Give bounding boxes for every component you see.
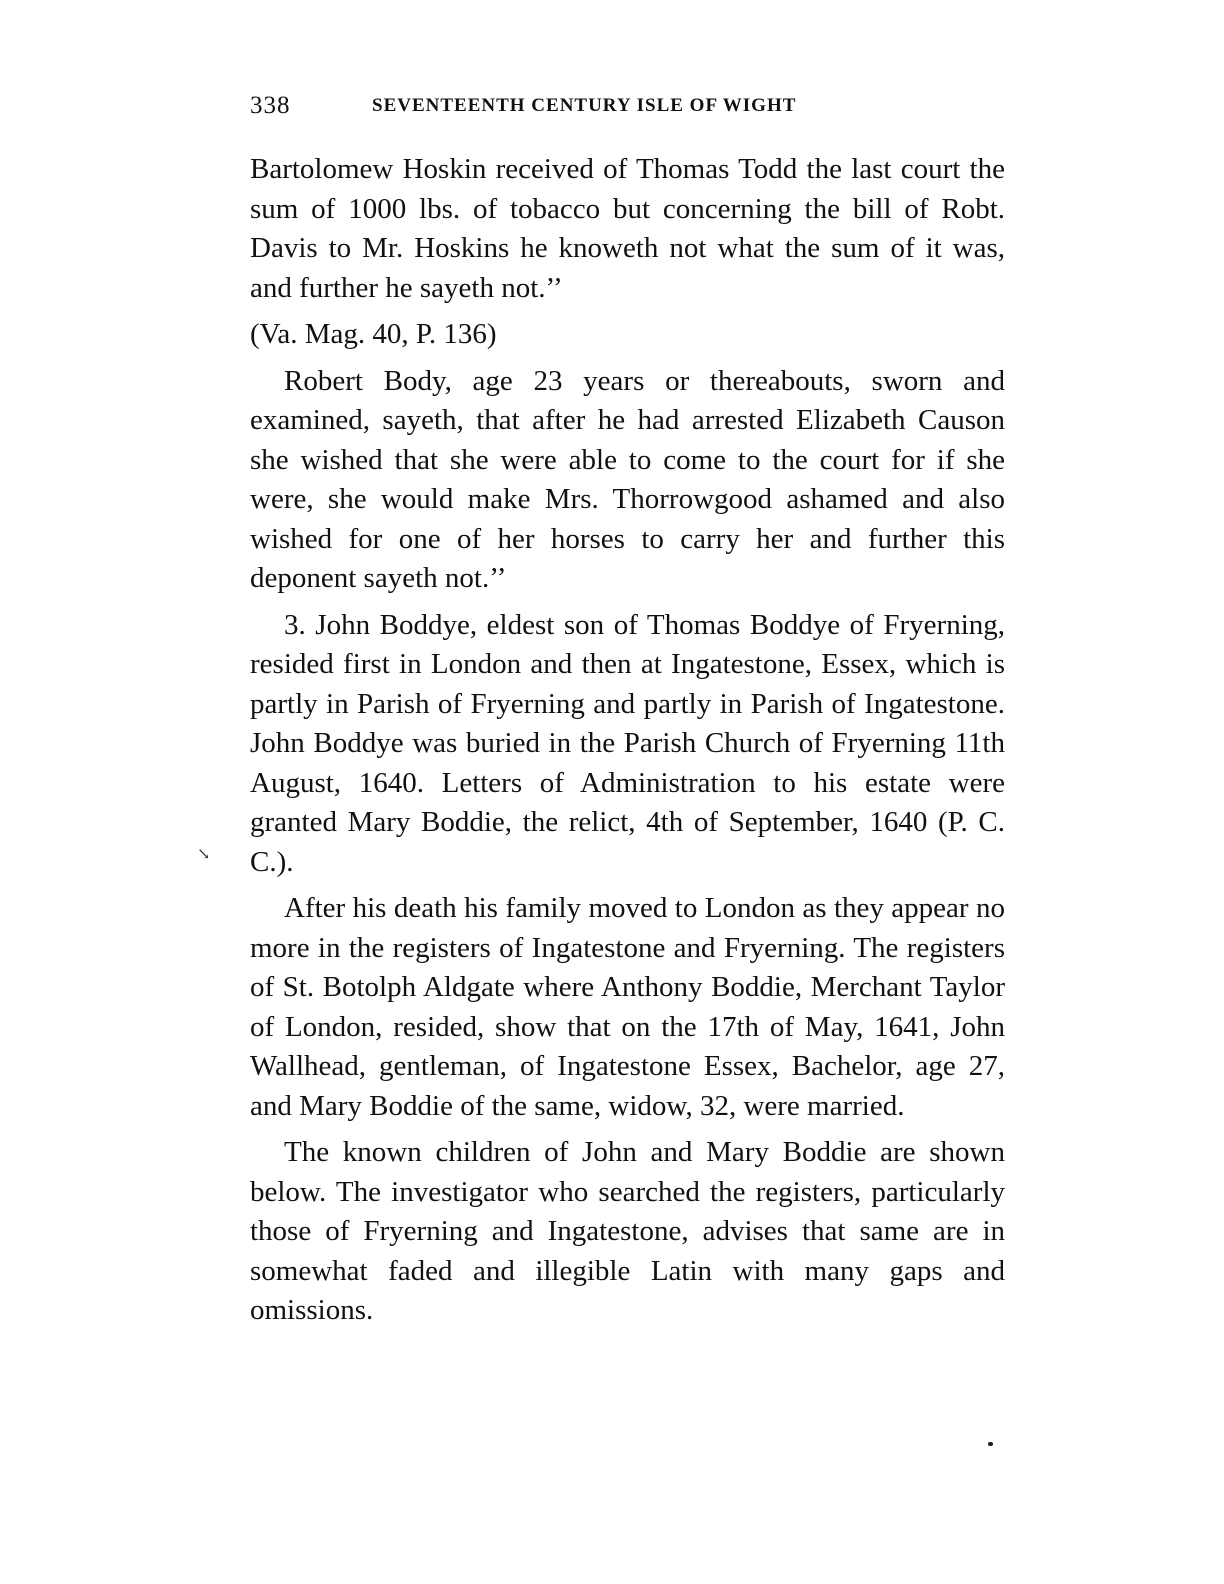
page-number: 338 [250, 92, 291, 119]
paragraph-body-deposition: Robert Body, age 23 years or thereabouts, sworn and examined, sayeth, that after he had arrested Elizabeth Causon she wished that she were able to come to the court for if she were, she would make Mrs. Thorrowgood ashamed and also wished for one of her horses to carry her and further this deponent sayeth not.’’ [250, 364, 1005, 594]
margin-mark: ↘ [197, 846, 211, 863]
paragraph-hoskin-deposition: Bartolomew Hoskin received of Thomas Todd the last court the sum of 1000 lbs. of tobacco but concerning the bill of Robt. Davis to Mr. Hoskins he knoweth not what the sum of it was, and further he sayeth not.’’ [250, 153, 1005, 304]
paragraph-family-moved: After his death his family moved to London as they appear no more in the registers of Ingatestone and Fryerning. The registers of St. Botolph Aldgate where Anthony Boddie, Merchant Taylor of London, resided, show that on the 17th of May, 1641, John Wallhead, gentleman, of Ingatestone Essex, Bachelor, age 27, and Mary Boddie of the same, widow, 32, were married. [250, 892, 1005, 1122]
body-text [250, 150, 1005, 1338]
paragraph-john-boddye: 3. John Boddye, eldest son of Thomas Boddye of Fryerning, resided first in London and then at Ingatestone, Essex, which is partly in Parish of Fryerning and partly in Parish of Ingatestone. John Boddye was buried in the Parish Church of Fryerning 11th August, 1640. Letters of Administration to his estate were granted Mary Boddie, the relict, 4th of September, 1640 (P. C. C.). [250, 608, 1005, 878]
citation: (Va. Mag. 40, P. 136) [250, 318, 497, 350]
paragraph-known-children: The known children of John and Mary Boddie are shown below. The investigator who searched the registers, particularly those of Fryerning and Ingatestone, advises that same are in somewhat faded and illegible Latin with many gaps and omissions. [250, 1136, 1005, 1326]
running-title: SEVENTEENTH CENTURY ISLE OF WIGHT [372, 95, 797, 116]
page-header [250, 92, 890, 122]
stray-dot [988, 1442, 993, 1446]
